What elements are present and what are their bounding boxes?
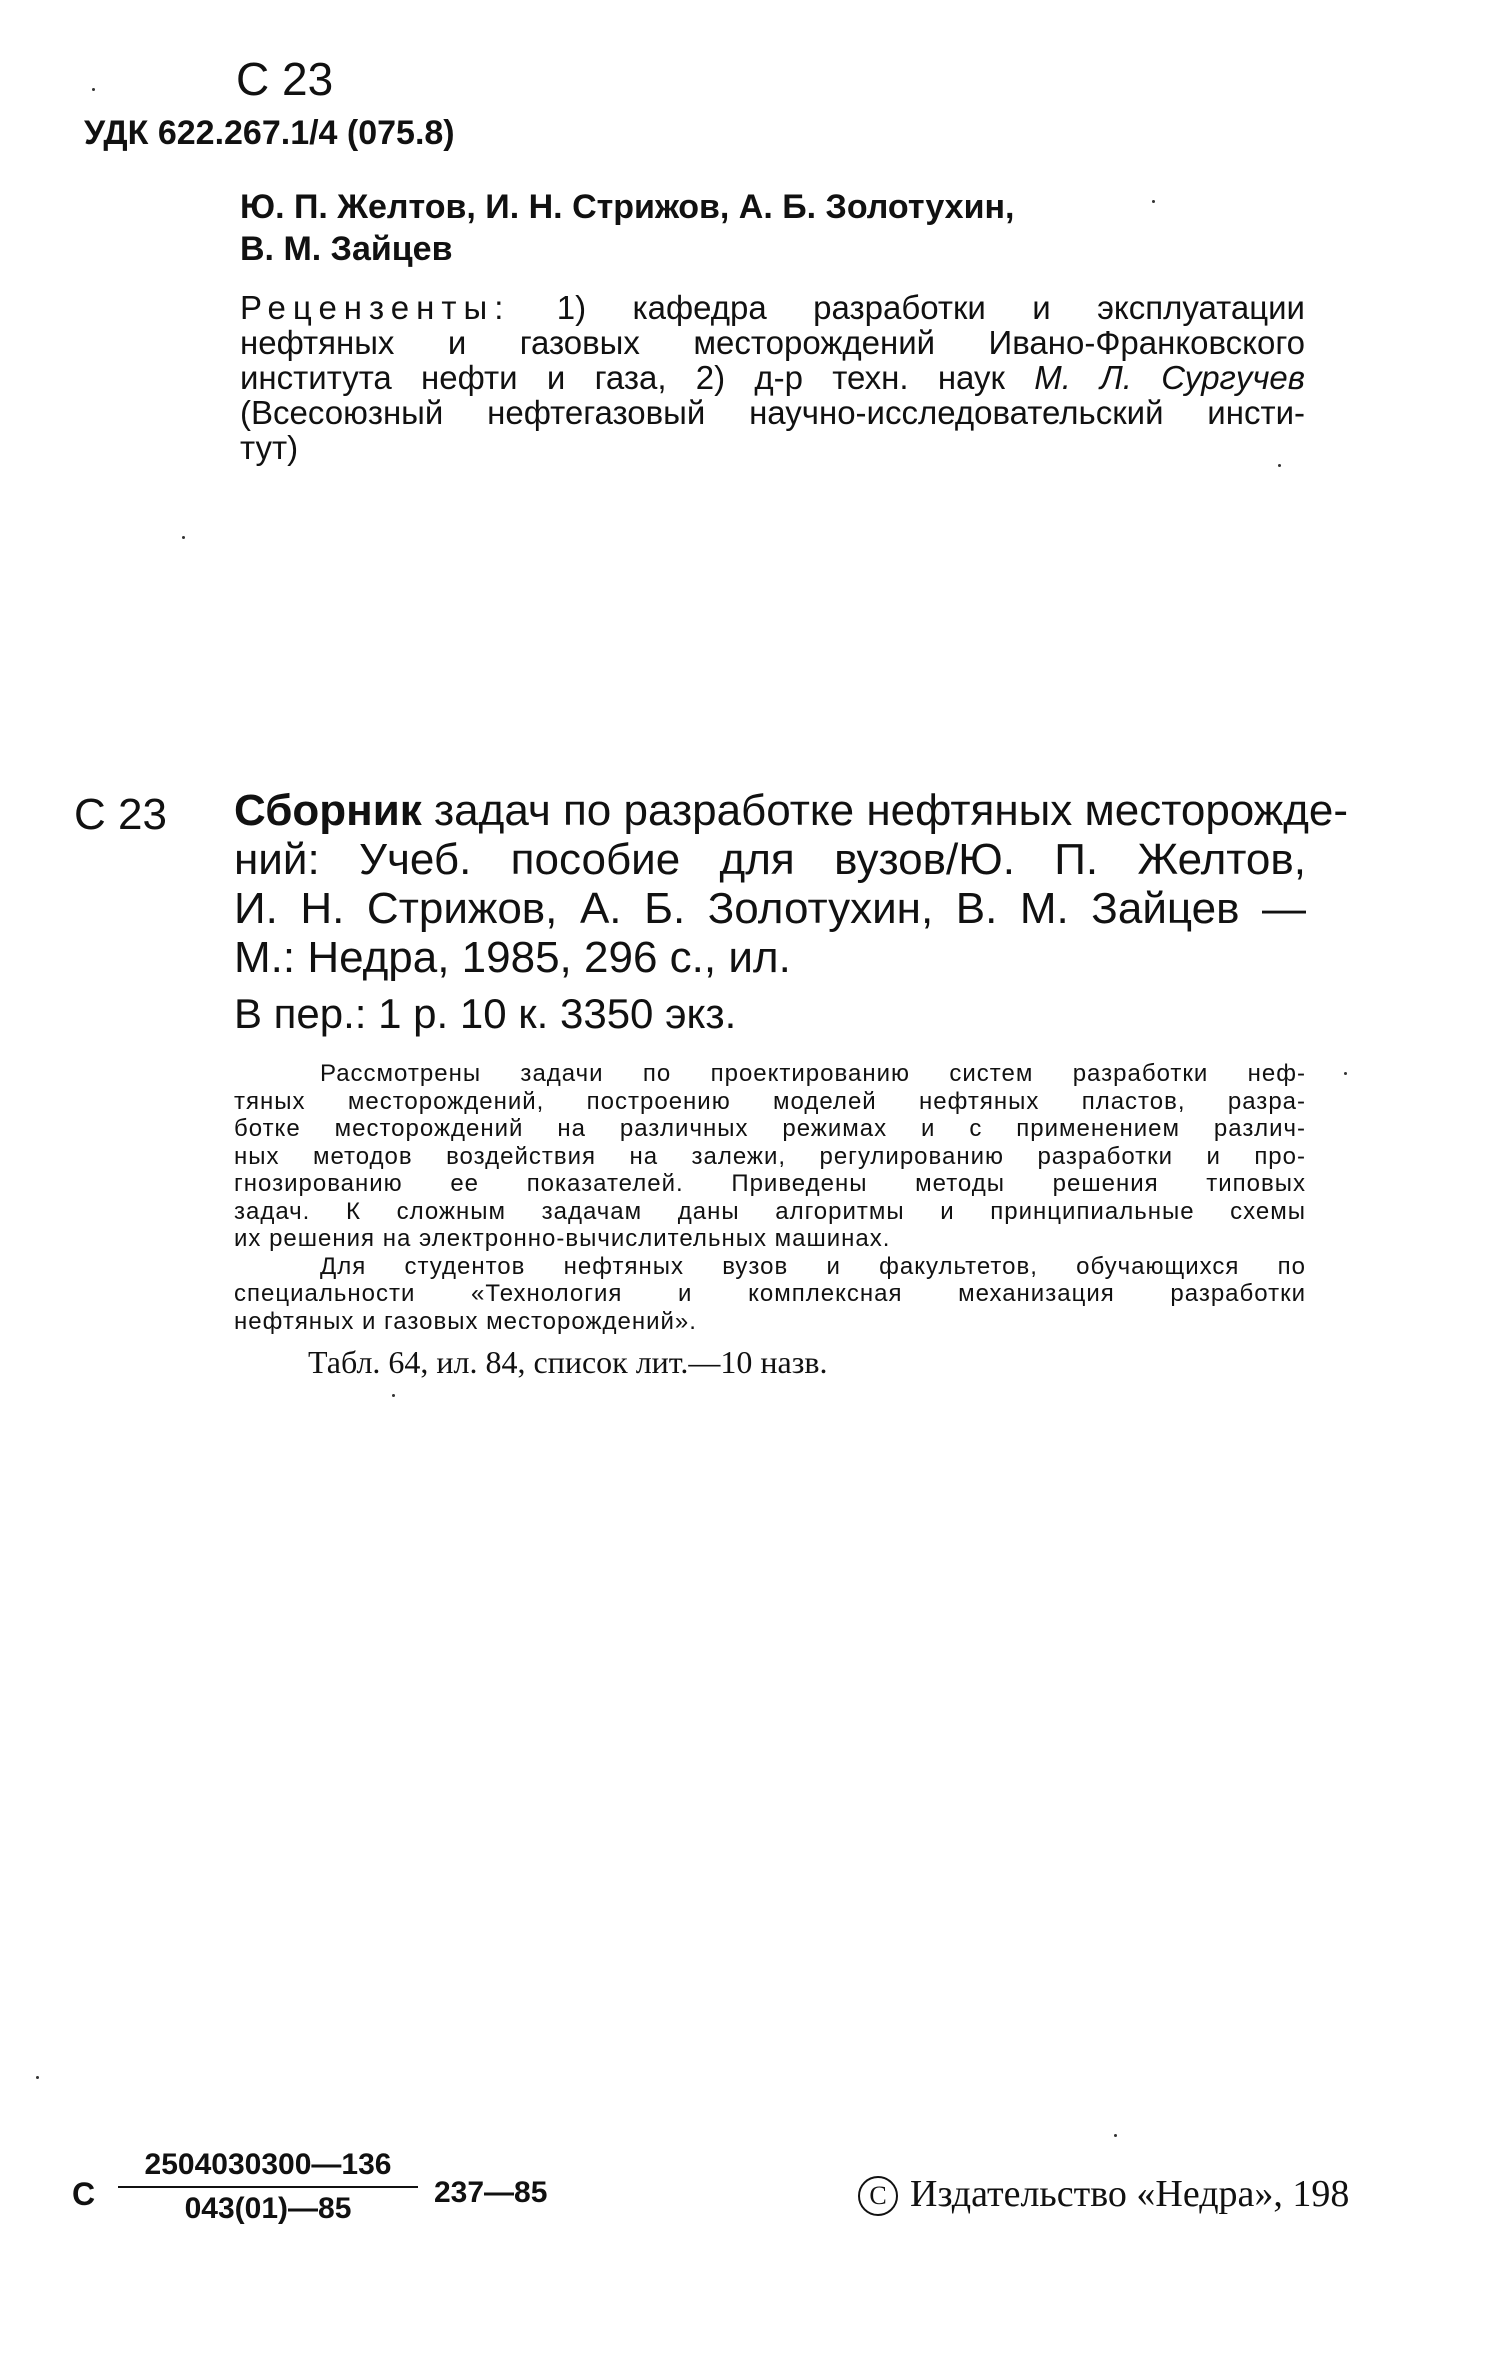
price-line: В пер.: 1 р. 10 к. 3350 экз. (234, 990, 737, 1037)
index-fraction (118, 2148, 418, 2226)
catalog-code-card: С 23 (74, 790, 167, 839)
index-numerator: 2504030300—136 (144, 2148, 392, 2181)
reviewers-line-5: тут) (240, 429, 299, 466)
record-line-4: М.: Недра, 1985, 296 с., ил. (234, 933, 791, 982)
scan-speck (1344, 1072, 1347, 1075)
record-line-2: ний: Учеб. пособие для вузов/Ю. П. Желтов, (234, 835, 1306, 884)
scan-speck (92, 88, 95, 91)
reviewers-block (240, 290, 1305, 465)
reviewer-name: М. Л. Сургучев (1034, 359, 1305, 396)
scan-speck (36, 2076, 39, 2079)
reviewers-label: Рецензенты: (240, 289, 511, 326)
reviewers-line-3-text: института нефти и газа, 2) д-р техн. наук (240, 359, 1035, 396)
scan-speck (392, 1394, 395, 1397)
abstract-line: гнозированию ее показателей. Приведены методы решения типовых (234, 1170, 1306, 1197)
authors-line-2: В. М. Зайцев (240, 230, 453, 268)
reviewers-line-2: нефтяных и газовых месторождений Ивано-Франковского (240, 324, 1305, 361)
abstract (234, 1060, 1306, 1335)
copyright-line (858, 2172, 1378, 2216)
abstract-line: ботке месторождений на различных режимах и с применением различ- (234, 1115, 1306, 1142)
reviewers-line-1 (240, 290, 1305, 325)
udc-code: УДК 622.267.1/4 (075.8) (84, 114, 455, 152)
copyright-icon: C (858, 2176, 898, 2216)
scan-speck (182, 536, 185, 539)
authors-heading (240, 186, 1014, 270)
tables-figures-count: Табл. 64, ил. 84, список лит.—10 назв. (308, 1344, 828, 1380)
reviewers-line-4: (Всесоюзный нефтегазовый научно-исследовательский инсти- (240, 394, 1305, 431)
abstract-line: задач. К сложным задачам даны алгоритмы и принципиальные схемы (234, 1197, 1306, 1225)
abstract-line: тяных месторождений, построению моделей нефтяных пластов, разра- (234, 1087, 1306, 1115)
abstract-line: ных методов воздействия на залежи, регулированию разработки и про- (234, 1142, 1306, 1170)
abstract-line: их решения на электронно-вычислительных машинах. (234, 1225, 891, 1252)
record-title-bold: Сборник (234, 786, 422, 835)
copyright-text: Издательство «Недра», 198 (910, 2173, 1350, 2215)
abstract-line: Рассмотрены задачи по проектированию систем разработки неф- (320, 1060, 1306, 1087)
audience-line: нефтяных и газовых месторождений». (234, 1307, 697, 1335)
order-number: 237—85 (434, 2176, 548, 2209)
record-line-3: И. Н. Стрижов, А. Б. Золотухин, В. М. Зайцев — (234, 884, 1306, 933)
index-letter: С (72, 2176, 96, 2212)
scan-speck (1152, 200, 1155, 203)
catalog-code-top: С 23 (236, 53, 334, 105)
reviewers-line-1-text: 1) кафедра разработки и эксплуатации (510, 289, 1305, 326)
scan-speck (1114, 2134, 1117, 2137)
bibliographic-record (234, 786, 1349, 982)
scan-speck (1278, 464, 1281, 467)
index-denominator: 043(01)—85 (118, 2186, 418, 2226)
record-line-1 (234, 786, 1349, 835)
audience-line: специальности «Технология и комплексная механизация разработки (234, 1280, 1306, 1307)
record-line-1-text: задач по разработке нефтяных месторожде- (421, 786, 1349, 835)
reviewers-line-3 (240, 360, 1305, 395)
audience-line: Для студентов нефтяных вузов и факультетов, обучающихся по (320, 1252, 1306, 1280)
authors-line-1: Ю. П. Желтов, И. Н. Стрижов, А. Б. Золотухин, (240, 188, 1015, 226)
